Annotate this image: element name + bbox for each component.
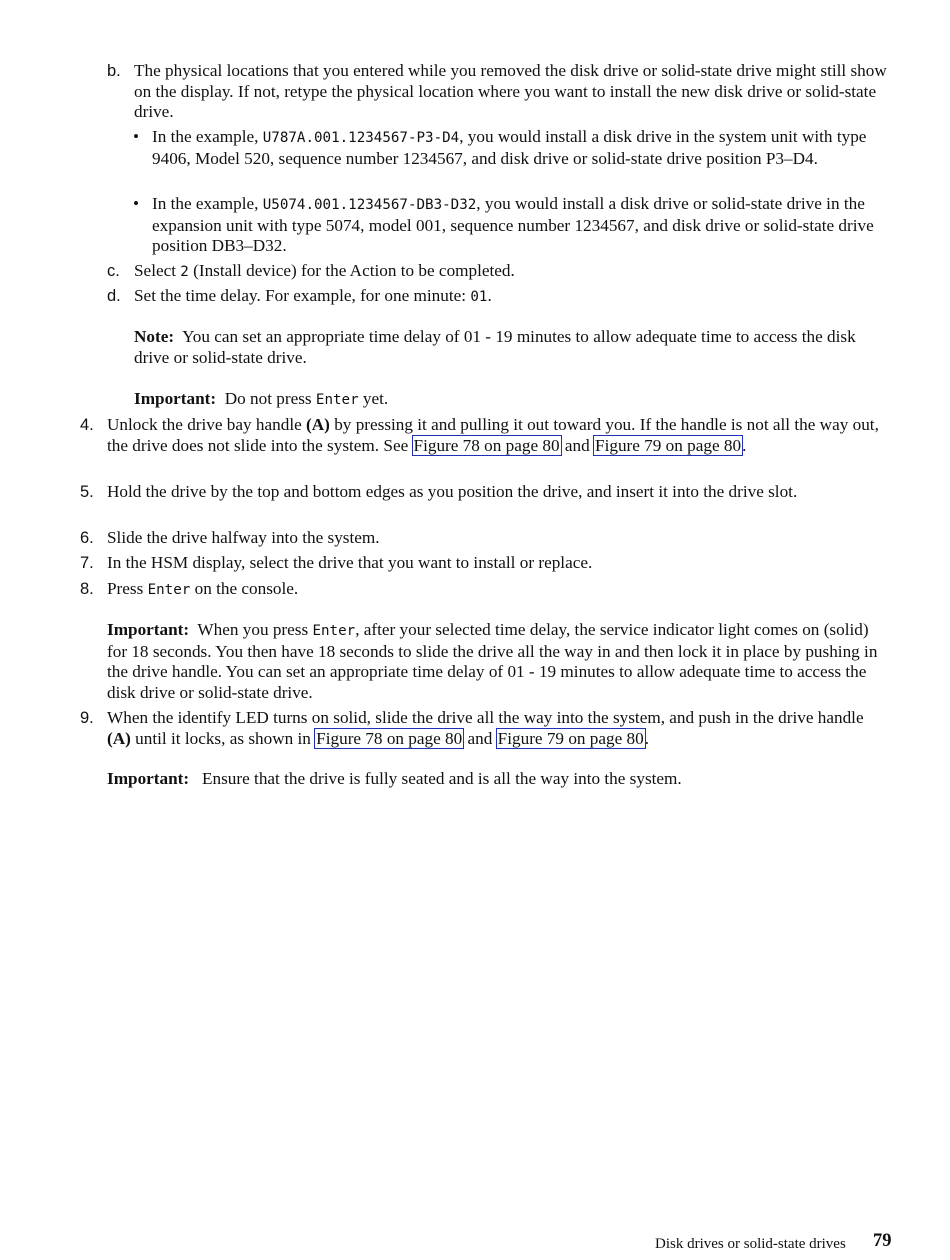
step-4-post: . <box>742 435 747 455</box>
step-8-text <box>107 579 890 601</box>
bullet-post: , you would install a disk drive in the system unit with type 9406, Model 520, sequence number 1234567, and disk drive or solid-state drive position P3–D4. <box>152 127 867 168</box>
action-code: 2 <box>180 264 189 280</box>
important-post: , after your selected time delay, the service indicator light comes on (solid) for 18 seconds. You then have 18 seconds to slide the drive all the way in and then lock it in place by pushing in the drive handle. You can set an appropriate time delay of 01 - 19 minutes to allow adequate time to access the disk drive or solid-state drive. <box>107 620 878 702</box>
important-label: Important: <box>107 620 190 639</box>
footer-section-title: Disk drives or solid-state drives <box>655 1236 846 1252</box>
step-8-pre: Press <box>107 579 148 598</box>
handle-label: (A) <box>107 728 131 748</box>
bullet-marker: • <box>133 127 140 146</box>
step-4-mid: by pressing it and pulling it out toward you. If the handle is not all the way out, the drive does not slide into the system. See <box>107 415 879 455</box>
important-label: Important: <box>107 769 190 788</box>
note-text: You can set an appropriate time delay of 01 - 19 minutes to allow adequate time to access the disk drive or solid-state drive. <box>134 327 856 367</box>
location-code: U787A.001.1234567-P3-D4 <box>262 130 460 146</box>
important-pre: When you press <box>197 620 313 639</box>
step-4-text <box>107 415 890 456</box>
step-8-post: on the console. <box>190 579 299 598</box>
substep-d-marker: d. <box>107 287 121 305</box>
step-4-marker: 4. <box>80 416 94 434</box>
bullet-post: , you would install a disk drive or solid-state drive in the expansion unit with type 5074, model 001, sequence number 1234567, and disk drive or solid-state drive position DB3–D32. <box>152 194 874 255</box>
step-6-marker: 6. <box>80 529 94 547</box>
step-6-text: Slide the drive halfway into the system. <box>107 528 380 547</box>
substep-c-text <box>134 261 890 283</box>
substep-d-pre: Set the time delay. For example, for one minute: <box>134 286 471 305</box>
substep-b-text: The physical locations that you entered while you removed the disk drive or solid-state drive might still show on the display. If not, retype the physical location where you want to install the new disk drive or solid-state drive. <box>134 61 887 121</box>
figure-78-link[interactable]: Figure 78 on page 80 <box>413 435 560 455</box>
figure-78-link[interactable]: Figure 78 on page 80 <box>316 728 463 748</box>
enter-key-code: Enter <box>312 623 356 639</box>
step-4-pre: Unlock the drive bay handle <box>107 415 307 434</box>
page-number: 79 <box>873 1231 892 1251</box>
important-pre: Do not press <box>224 389 316 408</box>
important-label: Important: <box>134 389 217 408</box>
step-7-marker: 7. <box>80 554 94 572</box>
figure-79-link[interactable]: Figure 79 on page 80 <box>595 435 742 455</box>
important-do-not-press <box>134 389 890 411</box>
step-5-marker: 5. <box>80 483 94 501</box>
important-text: Ensure that the drive is fully seated and is all the way into the system. <box>202 769 682 788</box>
bullet-marker: • <box>133 194 140 213</box>
figure-79-link[interactable]: Figure 79 on page 80 <box>497 728 644 748</box>
step-8-marker: 8. <box>80 580 94 598</box>
important-fully-seated <box>107 769 890 790</box>
important-service-indicator <box>107 620 890 703</box>
enter-key-code: Enter <box>147 582 191 598</box>
step-9-pre: When the identify LED turns on solid, slide the drive all the way into the system, and push in the drive handle <box>107 708 864 727</box>
step-9-and: and <box>463 728 497 748</box>
step-7-text: In the HSM display, select the drive that you want to install or replace. <box>107 553 593 572</box>
substep-d-text <box>134 286 890 308</box>
step-9-marker: 9. <box>80 709 94 727</box>
note-label: Note: <box>134 327 175 346</box>
enter-key-code: Enter <box>315 392 359 408</box>
step-4-and: and <box>560 435 595 455</box>
handle-label: (A) <box>306 415 330 434</box>
important-post: yet. <box>358 389 389 408</box>
location-code: U5074.001.1234567-DB3-D32 <box>262 197 477 213</box>
step-5-text: Hold the drive by the top and bottom edges as you position the drive, and insert it into the drive slot. <box>107 482 798 501</box>
step-9-post: . <box>644 728 650 748</box>
substep-b-marker: b. <box>107 62 121 80</box>
bullet-example-system-unit <box>152 127 890 169</box>
note-time-delay <box>134 327 890 368</box>
substep-c-marker: c. <box>107 262 120 280</box>
substep-d-post: . <box>487 286 492 305</box>
time-delay-code: 01 <box>470 289 488 305</box>
substep-c-post: (Install device) for the Action to be completed. <box>188 261 515 280</box>
step-9-text <box>107 708 890 749</box>
step-9-mid: until it locks, as shown in <box>130 728 316 748</box>
substep-c-pre: Select <box>134 261 181 280</box>
bullet-pre: In the example, <box>152 127 263 146</box>
bullet-pre: In the example, <box>152 194 263 213</box>
bullet-example-expansion-unit <box>152 194 890 257</box>
